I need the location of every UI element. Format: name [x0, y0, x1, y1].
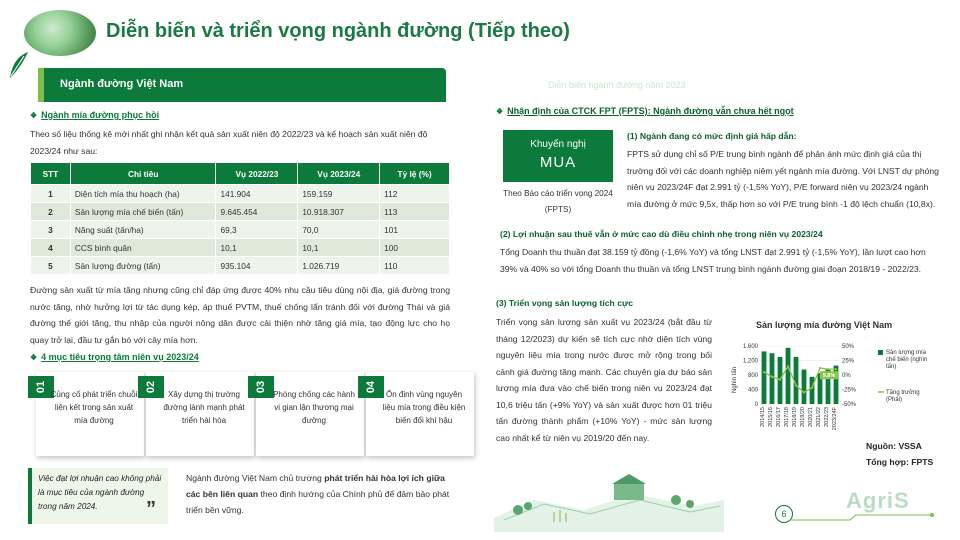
arrow-icon: ❖	[30, 353, 38, 362]
goal-number: 01	[28, 376, 54, 398]
table-cell: 69,3	[216, 221, 298, 239]
x-tick-label: 2022/23	[824, 407, 830, 427]
goal-number: 02	[138, 376, 164, 398]
bar	[770, 353, 775, 404]
point2-paragraph: Tổng Doanh thu thuần đạt 38.159 tỷ đồng (-1,6% YoY) và tổng LNST đạt 2.991 tỷ (-1,5% YoY), lần lượt cao hơn 39% và 40% so với tổng Doanh thu thuần và tổng LNST trung bình ngành đường giai đoạn 2018/19 - 2022/23.	[500, 247, 926, 274]
col-header: Vụ 2022/23	[216, 163, 298, 185]
legend-swatch	[878, 350, 883, 355]
goal-number: 03	[248, 376, 274, 398]
arrow-icon: ❖	[30, 111, 38, 120]
y2-tick-label: -50%	[842, 402, 857, 408]
arrow-icon: ❖	[496, 107, 504, 116]
bar	[762, 351, 767, 404]
strategy-emphasis: phát triển hài hòa lợi ích giữa các bên liên quan	[186, 473, 445, 499]
col-header: Vụ 2023/24	[298, 163, 380, 185]
bar	[786, 348, 791, 404]
goal-text: Xây dựng thị trường đường lành mạnh phát triển hài hòa	[163, 390, 245, 425]
growth-point	[795, 384, 797, 386]
goal-card	[366, 372, 474, 456]
growth-point	[835, 368, 837, 370]
y-axis-label: Nghìn tấn	[732, 366, 738, 394]
table-cell: 9.645.454	[216, 203, 298, 221]
recommendation-source: Theo Báo cáo triển vọng 2024 (FPTS)	[503, 189, 613, 214]
growth-point	[779, 379, 781, 381]
table-cell: 141.904	[216, 185, 298, 203]
growth-point	[803, 391, 805, 393]
table-row	[31, 239, 450, 257]
point3-paragraph: Triển vọng sản lượng sản xuất vụ 2023/24 (bắt đầu từ tháng 12/2023) dự kiến sẽ tích cực nhờ diện tích vùng nguyên liệu mía trong nước được mở rộng trong bối cảnh giá đường tăng mạnh. Các chuyên gia dự báo sản lượng mía đưa vào chế biến trong niên vụ 2023/24 đạt 10,6 triệu tấn (+9% YoY) và sản xuất được hơn 01 triệu tấn đường thành phẩm (+10% YoY) - mức sản lượng cao nhất kể từ niên vụ 2019/20 đến nay.	[496, 317, 712, 443]
x-tick-label: 2019/20	[800, 407, 806, 427]
table-cell: 112	[380, 185, 450, 203]
goal-number: 04	[358, 376, 384, 398]
table-cell: Sản lượng mía chế biến (tấn)	[70, 203, 216, 221]
growth-point	[787, 365, 789, 367]
table-cell: 70,0	[298, 221, 380, 239]
col-header: Tỷ lệ (%)	[380, 163, 450, 185]
table-cell: 110	[380, 257, 450, 275]
farm-illustration	[494, 470, 724, 532]
y2-tick-label: -25%	[842, 387, 857, 394]
point1-title: (1) Ngành đang có mức định giá hấp dẫn:	[627, 131, 797, 141]
table-cell: 1	[31, 185, 71, 203]
demand-paragraph: Đường sản xuất từ mía tăng nhưng cũng chỉ đáp ứng được 40% nhu cầu tiêu dùng nội địa, giá đường trong nước tăng, nhờ hưởng lợi từ tác dụng kép, áp thuế PVTM, thuế chống lẩn tránh đối với đường Thái và giá đường thế giới tăng, thu nhập của người nông dân được cải thiện nhờ tăng giá mía, tạo động lực cho họ quay trở lại, đầu tư gắn bó với cây mía hơn.	[30, 285, 450, 345]
quote-mark: ”	[146, 498, 156, 520]
circuit-decoration	[790, 513, 940, 527]
compiled-by-label: Tổng hợp: FPTS	[866, 457, 934, 467]
production-table	[30, 162, 450, 275]
table-row	[31, 221, 450, 239]
y2-tick-label: 50%	[842, 344, 855, 350]
sugarcane-chart	[730, 340, 952, 436]
point1-paragraph: FPTS sử dụng chỉ số P/E trung bình ngành để phản ánh mức định giá của thị trường đối với các doanh nghiệp niêm yết ngành mía đường. Với LNST dự phóng niên vụ 2023/24F đạt 2.991 tỷ (-1,5% YoY), P/E forward niên vụ 2023/24 ngành mía đường ở mức 9,5x, thấp hơn so với P/E trung bình -1 độ lệch chuẩn (10,8x).	[627, 149, 939, 209]
growth-point	[827, 368, 829, 370]
source-label: Nguồn: VSSA	[866, 441, 922, 451]
x-tick-label: 2014/15	[760, 407, 766, 427]
table-cell: 4	[31, 239, 71, 257]
y2-tick-label: 0%	[842, 373, 851, 379]
y2-tick-label: 25%	[842, 358, 855, 365]
table-cell: 113	[380, 203, 450, 221]
table-cell: 159.159	[298, 185, 380, 203]
chart-title: Sản lượng mía đường Việt Nam	[756, 320, 893, 330]
subhead-recovery: ❖ Ngành mía đường phục hồi	[30, 110, 160, 120]
growth-line	[764, 366, 836, 392]
x-tick-label: 2015/16	[768, 407, 774, 427]
recommendation-box	[503, 130, 613, 182]
table-cell: 100	[380, 239, 450, 257]
page-number: 6	[775, 505, 793, 523]
table-cell: 1.026.719	[298, 257, 380, 275]
growth-point	[819, 367, 821, 369]
table-cell: CCS bình quân	[70, 239, 216, 257]
col-header: Chỉ tiêu	[70, 163, 216, 185]
leaf-icon	[8, 50, 30, 80]
growth-point	[763, 371, 765, 373]
y-tick-label: 0	[754, 402, 758, 408]
legend-label: Sản lượng mía chế biến (nghìn tấn)	[886, 350, 928, 370]
bar	[802, 370, 807, 404]
table-cell: 10,1	[216, 239, 298, 257]
point3-title: (3) Triển vọng sản lượng tích cực	[496, 298, 633, 308]
table-cell: 3	[31, 221, 71, 239]
goal-card	[256, 372, 364, 456]
table-row	[31, 203, 450, 221]
quote-box: Việc đạt lợi nhuận cao không phải là mục tiêu của ngành đường trong năm 2024.	[28, 468, 168, 524]
bar	[810, 377, 815, 404]
intro-paragraph: Theo số liệu thống kê mới nhất ghi nhận kết quả sản xuất niên độ 2022/23 và kế hoạch sản xuất niên độ 2023/24 như sau:	[30, 129, 428, 156]
ghost-section-title: Diễn biến ngành đường năm 2023	[548, 80, 686, 90]
table-cell: 2	[31, 203, 71, 221]
table-cell: Năng suất (tấn/ha)	[70, 221, 216, 239]
goal-text: Củng cố phát triển chuỗi liên kết trong sản xuất mía đường	[50, 390, 138, 425]
section-title: Ngành đường Việt Nam	[38, 68, 446, 102]
brand-watermark: AgriS	[846, 488, 910, 513]
x-tick-label: 2023/24F	[832, 407, 838, 431]
table-header-row	[31, 163, 450, 185]
recommendation-label: Khuyến nghị	[530, 139, 586, 150]
goal-text: Phòng chống các hành vi gian lận thương mại đường	[273, 390, 355, 425]
recommendation-value: MUA	[539, 154, 577, 171]
y-tick-label: 1.600	[742, 344, 758, 350]
globe-logo-image	[24, 10, 96, 56]
table-row	[31, 257, 450, 275]
data-label: 9,8%	[822, 373, 836, 380]
table-cell: 5	[31, 257, 71, 275]
growth-point	[811, 387, 813, 389]
x-tick-label: 2017/18	[784, 407, 790, 427]
table-cell: 101	[380, 221, 450, 239]
goal-card	[36, 372, 144, 456]
x-tick-label: 2018/19	[792, 407, 798, 427]
x-tick-label: 2020/21	[808, 407, 814, 427]
col-header: STT	[31, 163, 71, 185]
subhead-goals: ❖ 4 mục tiêu trọng tâm niên vụ 2023/24	[30, 352, 199, 362]
strategy-paragraph: Ngành đường Việt Nam chủ trương phát triển hài hòa lợi ích giữa các bên liên quan theo định hướng của Chính phủ để đảm bảo phát triển bền vững.	[186, 473, 450, 515]
y-tick-label: 1.200	[742, 358, 758, 365]
table-row	[31, 185, 450, 203]
table-cell: 10,1	[298, 239, 380, 257]
table-cell: 10.918.307	[298, 203, 380, 221]
page-title: Diễn biến và triển vọng ngành đường (Tiếp theo)	[106, 20, 570, 42]
y-tick-label: 800	[747, 373, 758, 379]
table-cell: Sản lượng đường (tấn)	[70, 257, 216, 275]
goal-card	[146, 372, 254, 456]
growth-point	[771, 376, 773, 378]
x-tick-label: 2016/17	[776, 407, 782, 427]
table-cell: Diện tích mía thu hoạch (ha)	[70, 185, 216, 203]
point2-title: (2) Lợi nhuận sau thuế vẫn ở mức cao dù điều chỉnh nhẹ trong niên vụ 2023/24	[500, 229, 823, 239]
x-tick-label: 2021/22	[816, 407, 822, 427]
y-tick-label: 400	[747, 387, 758, 394]
goal-text: Ổn định vùng nguyên liệu mía trong điều kiện biến đổi khí hậu	[382, 390, 466, 425]
table-cell: 935.104	[216, 257, 298, 275]
legend-label: Tăng trưởng (Phải)	[886, 390, 920, 403]
subhead-fpts: ❖ Nhận định của CTCK FPT (FPTS): Ngành đường vẫn chưa hết ngọt	[496, 106, 794, 116]
